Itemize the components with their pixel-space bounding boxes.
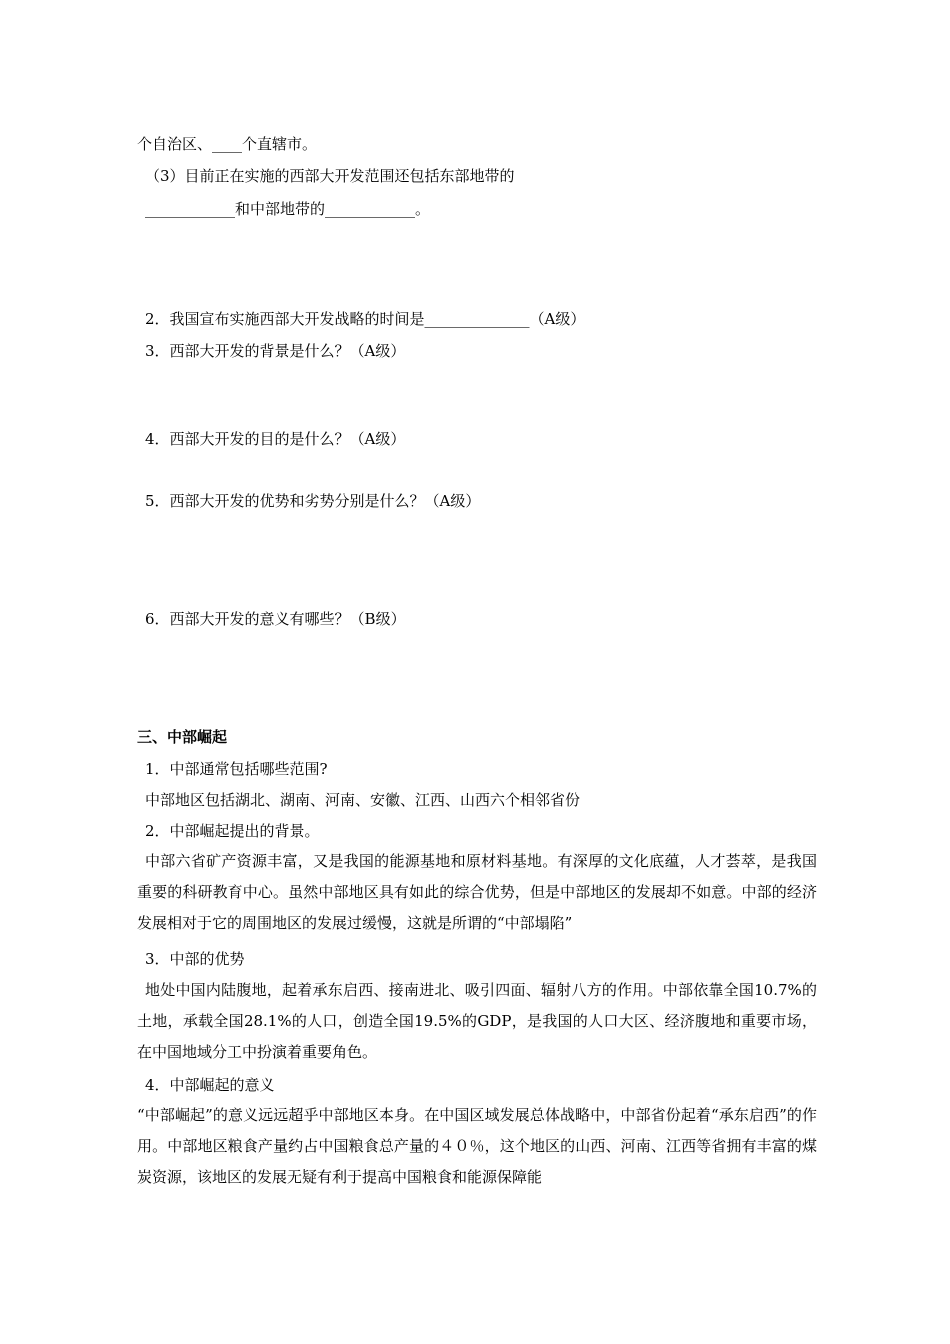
central-question-4: 4．中部崛起的意义	[145, 1076, 275, 1094]
question-2: 2．我国宣布实施西部大开发战略的时间是______________（A级）	[145, 310, 586, 328]
question-4: 4．西部大开发的目的是什么？（A级）	[145, 430, 406, 448]
question-6: 6．西部大开发的意义有哪些？（B级）	[145, 610, 406, 628]
question-3: 3．西部大开发的背景是什么？（A级）	[145, 342, 406, 360]
question-5: 5．西部大开发的优势和劣势分别是什么？（A级）	[145, 492, 481, 510]
autonomous-region-fill-line: 个自治区、____个直辖市。	[137, 135, 318, 153]
question-3-subpart-text: （3）目前正在实施的西部大开发范围还包括东部地带的	[145, 167, 515, 185]
central-answer-4: “中部崛起”的意义远远超乎中部地区本身。在中国区域发展总体战略中，中部省份起着“承东启西”的作用。中部地区粮食产量约占中国粮食总产量的４０％，这个地区的山西、河南、江西等省拥有丰富的煤炭资源，该地区的发展无疑有利于提高中国粮食和能源保障能	[137, 1106, 817, 1186]
central-answer-1: 中部地区包括湖北、湖南、河南、安徽、江西、山西六个相邻省份	[145, 791, 581, 809]
central-answer-2: 中部六省矿产资源丰富，又是我国的能源基地和原材料基地。有深厚的文化底蕴，人才荟萃，是我国重要的科研教育中心。虽然中部地区具有如此的综合优势，但是中部地区的发展却不如意。中部的经济发展相对于它的周围地区的发展过缓慢，这就是所谓的“中部塌陷”	[137, 852, 817, 932]
central-answer-3: 地处中国内陆腹地，起着承东启西、接南进北、吸引四面、辐射八方的作用。中部依靠全国10.7%的土地，承载全国28.1%的人口，创造全国19.5%的GDP，是我国的人口大区、经济腹地和重要市场，在中国地域分工中扮演着重要角色。	[137, 981, 817, 1061]
question-3-subpart-blanks: ____________和中部地带的____________。	[145, 200, 431, 218]
section-three-heading: 三、中部崛起	[137, 728, 228, 746]
central-question-2: 2．中部崛起提出的背景。	[145, 822, 320, 840]
central-question-3: 3．中部的优势	[145, 950, 245, 968]
central-question-1: 1．中部通常包括哪些范围?	[145, 760, 328, 778]
